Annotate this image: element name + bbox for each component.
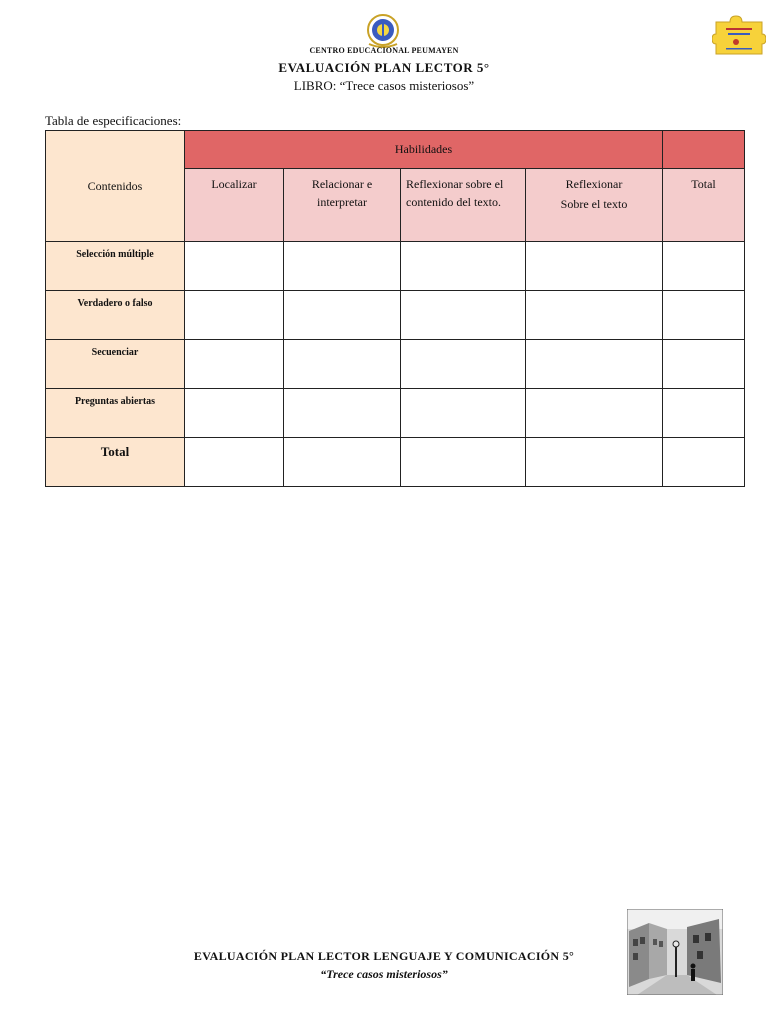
specifications-table: [45, 130, 745, 487]
table-cell[interactable]: [526, 291, 663, 340]
table-cell[interactable]: [185, 291, 284, 340]
table-cell[interactable]: [284, 242, 401, 291]
table-cell[interactable]: [284, 340, 401, 389]
table-cell[interactable]: [526, 340, 663, 389]
table-row: [46, 242, 745, 291]
table-cell[interactable]: [526, 389, 663, 438]
table-row: [46, 340, 745, 389]
table-cell[interactable]: [401, 291, 526, 340]
school-name: CENTRO EDUCACIONAL PEUMAYEN: [309, 46, 459, 55]
book-illustration: [627, 909, 723, 995]
table-cell[interactable]: [526, 438, 663, 487]
table-cell[interactable]: [526, 242, 663, 291]
col-relacionar: Relacionar e interpretar: [284, 169, 401, 242]
table-caption: Tabla de especificaciones:: [45, 113, 182, 128]
table-cell[interactable]: [185, 389, 284, 438]
table-cell[interactable]: [663, 291, 745, 340]
page-title: EVALUACIÓN PLAN LECTOR 5°: [278, 60, 490, 75]
habilidades-header: [185, 131, 663, 169]
table-cell[interactable]: [401, 242, 526, 291]
habilidades-label: Habilidades: [394, 142, 453, 156]
row-label: Secuenciar: [46, 340, 185, 389]
row-label: Preguntas abiertas: [46, 389, 185, 438]
book-subtitle: LIBRO: “Trece casos misteriosos”: [293, 78, 475, 93]
table-cell[interactable]: [185, 242, 284, 291]
col-reflexionar-contenido: Reflexionar sobre el contenido del texto.: [401, 169, 526, 242]
table-cell[interactable]: [663, 340, 745, 389]
col-reflexionar: Reflexionar Sobre el texto: [526, 169, 663, 242]
table-cell[interactable]: [284, 389, 401, 438]
table-cell[interactable]: [185, 438, 284, 487]
table-cell[interactable]: [185, 340, 284, 389]
row-label: Verdadero o falso: [46, 291, 185, 340]
table-cell[interactable]: [663, 389, 745, 438]
row-label: Selección múltiple: [46, 242, 185, 291]
table-row: [46, 291, 745, 340]
contenidos-header: [46, 131, 185, 242]
table-cell[interactable]: [284, 438, 401, 487]
footer-title: EVALUACIÓN PLAN LECTOR LENGUAJE Y COMUNICACIÓN 5°: [193, 949, 575, 963]
contenidos-label: Contenidos: [87, 178, 143, 193]
col-total: Total: [663, 169, 745, 242]
table-cell[interactable]: [284, 291, 401, 340]
col-localizar: Localizar: [185, 169, 284, 242]
footer-subtitle: “Trece casos misteriosos”: [320, 967, 448, 981]
header-blank-cell: [663, 131, 745, 169]
table-cell[interactable]: [663, 438, 745, 487]
table-row: [46, 389, 745, 438]
row-label-total: Total: [46, 438, 185, 487]
table-row: [46, 438, 745, 487]
table-cell[interactable]: [663, 242, 745, 291]
table-cell[interactable]: [401, 438, 526, 487]
table-cell[interactable]: [401, 340, 526, 389]
table-cell[interactable]: [401, 389, 526, 438]
